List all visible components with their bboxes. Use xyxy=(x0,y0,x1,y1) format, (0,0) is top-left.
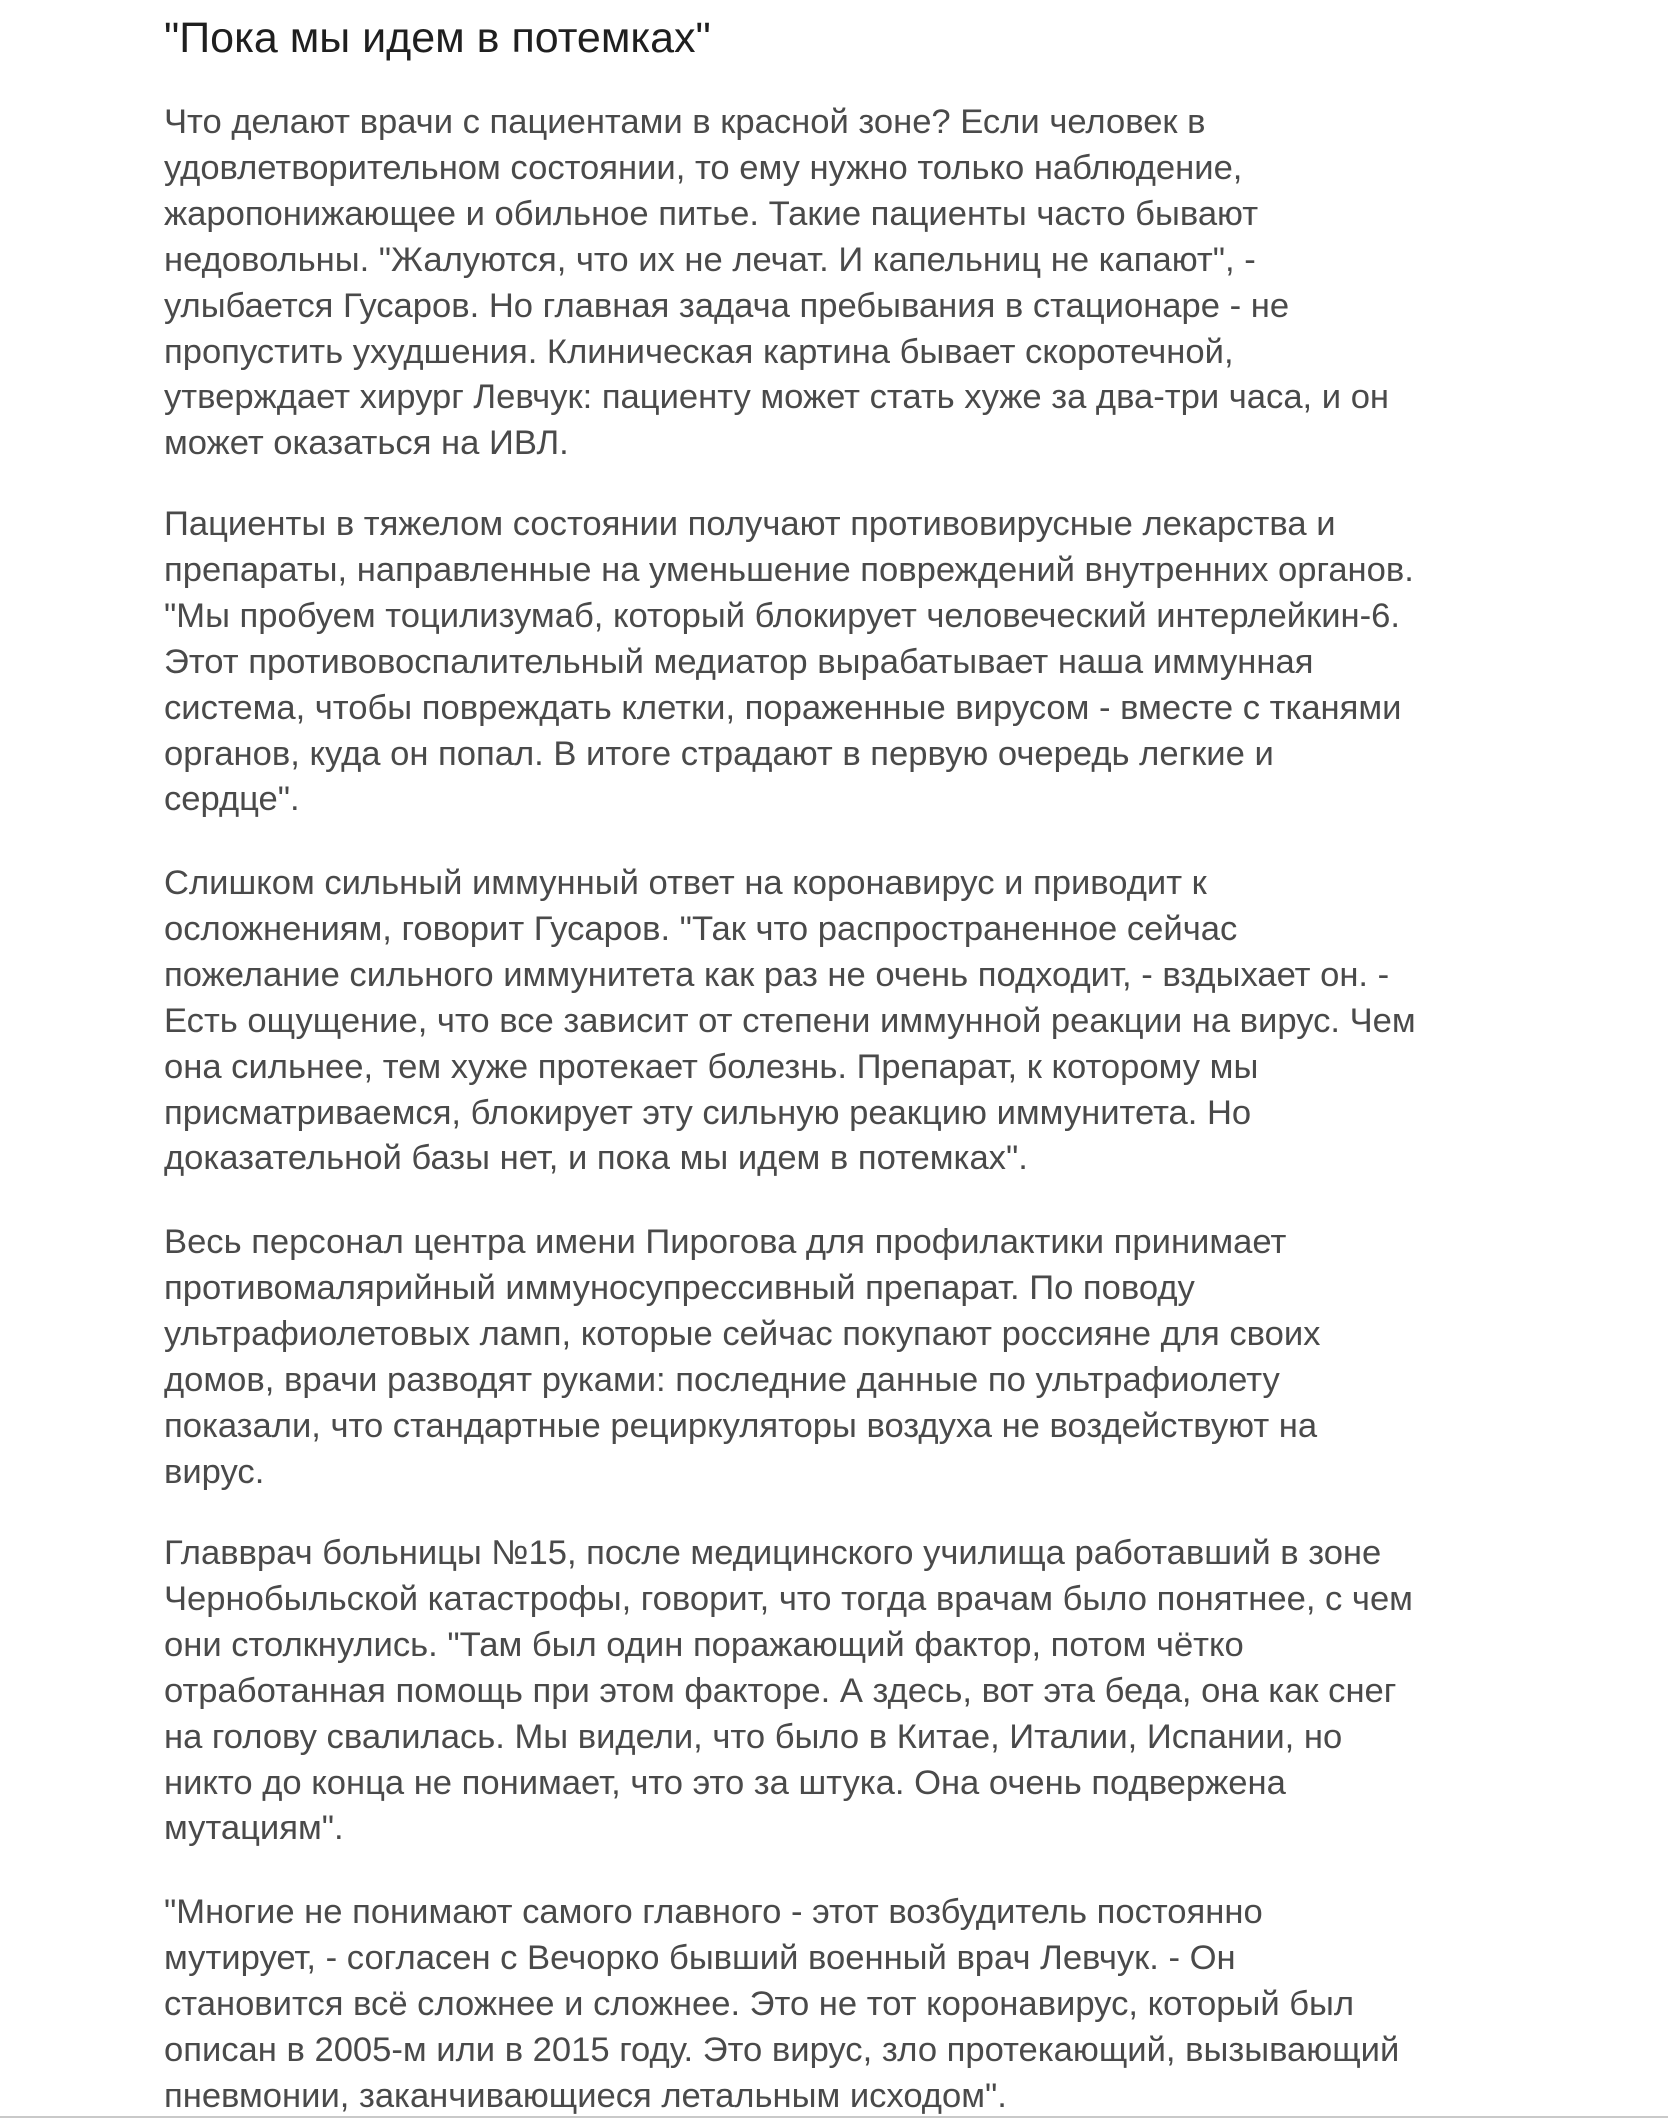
paragraph-1 xyxy=(164,100,1504,467)
paragraph-line: Чернобыльской катастрофы, говорит, что тогда врачам было понятнее, с чем xyxy=(164,1579,1413,1618)
paragraph-line: описан в 2005-м или в 2015 году. Это вирус, зло протекающий, вызывающий xyxy=(164,2030,1400,2069)
paragraph-line: вирус. xyxy=(164,1452,265,1491)
paragraph-line: органов, куда он попал. В итоге страдают в первую очередь легкие и xyxy=(164,734,1274,773)
paragraph-line: Что делают врачи с пациентами в красной зоне? Если человек в xyxy=(164,103,1206,141)
paragraph-line: утверждает хирург Левчук: пациенту может стать хуже за два-три часа, и он xyxy=(164,378,1390,417)
article xyxy=(164,0,1504,2115)
paragraph-line: Пациенты в тяжелом состоянии получают противовирусные лекарства и xyxy=(164,505,1336,543)
paragraph-line: противомалярийный иммуносупрессивный препарат. По поводу xyxy=(164,1268,1195,1307)
bottom-divider xyxy=(0,2116,1668,2118)
paragraph-line: пропустить ухудшения. Клиническая картина бывает скоротечной, xyxy=(164,332,1234,371)
paragraph-line: недовольны. "Жалуются, что их не лечат. И капельниц не капают", - xyxy=(164,240,1256,279)
paragraph-line: "Мы пробуем тоцилизумаб, который блокирует человеческий интерлейкин-6. xyxy=(164,596,1400,635)
paragraph-line: жаропонижающее и обильное питье. Такие пациенты часто бывают xyxy=(164,194,1259,233)
paragraph-line: осложнениям, говорит Гусаров. "Так что распространенное сейчас xyxy=(164,909,1238,948)
paragraph-line: препараты, направленные на уменьшение повреждений внутренних органов. xyxy=(164,550,1414,589)
paragraph-line: пневмонии, заканчивающиеся летальным исходом". xyxy=(164,2076,1007,2115)
paragraph-line: Весь персонал центра имени Пирогова для профилактики принимает xyxy=(164,1223,1287,1261)
paragraph-line: на голову свалилась. Мы видели, что было в Китае, Италии, Испании, но xyxy=(164,1717,1343,1756)
paragraph-6 xyxy=(164,1890,1504,2120)
paragraph-line: "Многие не понимают самого главного - этот возбудитель постоянно xyxy=(164,1893,1263,1931)
paragraph-line: улыбается Гусаров. Но главная задача пребывания в стационаре - не xyxy=(164,286,1290,325)
paragraph-line: Есть ощущение, что все зависит от степени иммунной реакции на вирус. Чем xyxy=(164,1001,1416,1040)
paragraph-line: показали, что стандартные рециркуляторы воздуха не воздействуют на xyxy=(164,1406,1318,1445)
paragraph-line: становится всё сложнее и сложнее. Это не тот коронавирус, который был xyxy=(164,1984,1355,2023)
paragraph-3 xyxy=(164,861,1504,1182)
paragraph-4 xyxy=(164,1220,1504,1495)
paragraph-line: домов, врачи разводят руками: последние данные по ультрафиолету xyxy=(164,1360,1280,1399)
paragraph-line: система, чтобы повреждать клетки, пораженные вирусом - вместе с тканями xyxy=(164,688,1402,727)
paragraph-line: сердце". xyxy=(164,780,300,819)
paragraph-line: ультрафиолетовых ламп, которые сейчас покупают россияне для своих xyxy=(164,1314,1321,1353)
paragraph-line: Этот противовоспалительный медиатор вырабатывает наша иммунная xyxy=(164,642,1314,681)
paragraph-5 xyxy=(164,1531,1504,1852)
paragraph-line: может оказаться на ИВЛ. xyxy=(164,424,569,463)
paragraph-line: они столкнулись. "Там был один поражающий фактор, потом чётко xyxy=(164,1625,1244,1664)
paragraph-line: мутациям". xyxy=(164,1809,344,1848)
paragraph-line: Слишком сильный иммунный ответ на коронавирус и приводит к xyxy=(164,864,1207,902)
paragraph-line: никто до конца не понимает, что это за штука. Она очень подвержена xyxy=(164,1763,1286,1802)
paragraph-line: доказательной базы нет, и пока мы идем в потемках". xyxy=(164,1139,1028,1178)
article-title: "Пока мы идем в потемках" xyxy=(164,14,711,62)
paragraph-2 xyxy=(164,502,1504,823)
paragraph-line: отработанная помощь при этом факторе. А здесь, вот эта беда, она как снег xyxy=(164,1671,1397,1710)
paragraph-line: мутирует, - согласен с Вечорко бывший военный врач Левчук. - Он xyxy=(164,1938,1236,1977)
paragraph-line: она сильнее, тем хуже протекает болезнь. Препарат, к которому мы xyxy=(164,1047,1259,1086)
paragraph-line: присматриваемся, блокирует эту сильную реакцию иммунитета. Но xyxy=(164,1093,1252,1132)
paragraph-line: удовлетворительном состоянии, то ему нужно только наблюдение, xyxy=(164,148,1243,187)
paragraph-line: пожелание сильного иммунитета как раз не очень подходит, - вздыхает он. - xyxy=(164,955,1390,994)
paragraph-line: Главврач больницы №15, после медицинского училища работавший в зоне xyxy=(164,1534,1382,1572)
